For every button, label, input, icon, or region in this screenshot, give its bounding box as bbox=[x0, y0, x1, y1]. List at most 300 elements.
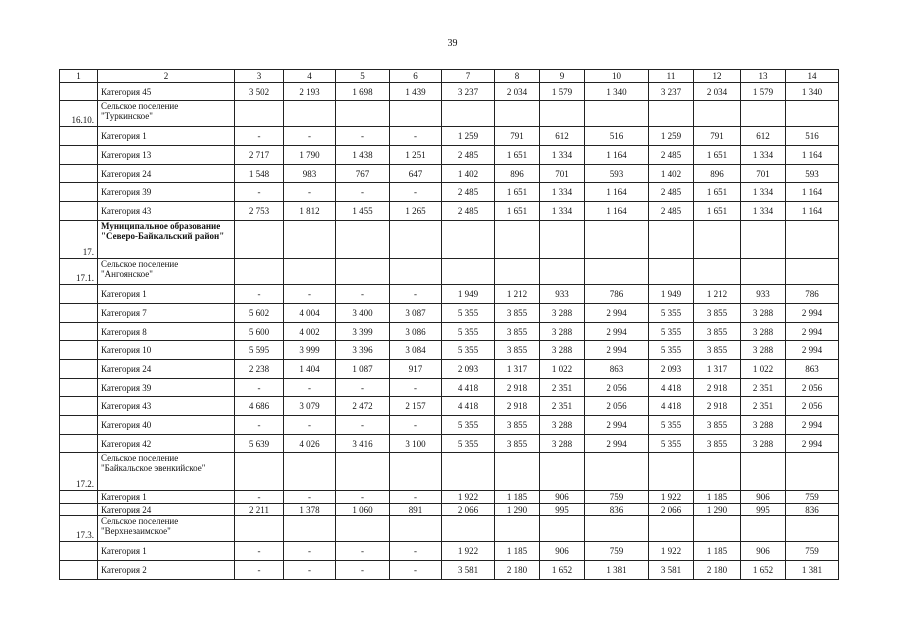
value-cell: 2 034 bbox=[694, 83, 741, 101]
value-cell: 1 651 bbox=[694, 202, 741, 221]
value-cell: 2 918 bbox=[694, 397, 741, 416]
page-number: 39 bbox=[447, 38, 458, 49]
value-cell: - bbox=[336, 183, 390, 202]
value-cell: 759 bbox=[585, 542, 649, 561]
row-index-cell bbox=[60, 304, 98, 323]
category-name-cell: Категория 1 bbox=[98, 542, 235, 561]
value-cell: 759 bbox=[786, 542, 839, 561]
value-cell: 2 994 bbox=[585, 416, 649, 435]
value-cell: 2 066 bbox=[649, 504, 694, 516]
value-cell: 1 022 bbox=[540, 360, 585, 379]
value-cell: 1 949 bbox=[649, 285, 694, 304]
value-cell: 3 855 bbox=[495, 435, 540, 453]
value-cell bbox=[540, 259, 585, 285]
header-cell: 12 bbox=[694, 70, 741, 83]
row-index-cell bbox=[60, 146, 98, 165]
value-cell: 2 918 bbox=[495, 397, 540, 416]
section-row bbox=[60, 101, 839, 127]
table-row bbox=[60, 202, 839, 221]
value-cell bbox=[495, 453, 540, 491]
value-cell: 1 381 bbox=[585, 561, 649, 580]
value-cell: 5 595 bbox=[235, 341, 284, 360]
value-cell: 2 180 bbox=[694, 561, 741, 580]
table-row bbox=[60, 504, 839, 516]
value-cell: 1 212 bbox=[495, 285, 540, 304]
value-cell: - bbox=[390, 561, 442, 580]
value-cell: 2 180 bbox=[495, 561, 540, 580]
header-cell: 14 bbox=[786, 70, 839, 83]
value-cell: 2 994 bbox=[585, 304, 649, 323]
value-cell: 2 056 bbox=[786, 397, 839, 416]
value-cell: 3 855 bbox=[694, 341, 741, 360]
value-cell: 896 bbox=[694, 165, 741, 183]
value-cell: 4 418 bbox=[649, 379, 694, 397]
value-cell bbox=[495, 259, 540, 285]
value-cell bbox=[235, 259, 284, 285]
value-cell: 5 639 bbox=[235, 435, 284, 453]
value-cell: 701 bbox=[540, 165, 585, 183]
value-cell: 3 288 bbox=[540, 304, 585, 323]
value-cell: 1 334 bbox=[540, 183, 585, 202]
category-name-cell: Категория 8 bbox=[98, 323, 235, 341]
value-cell: 612 bbox=[741, 127, 786, 146]
value-cell bbox=[235, 453, 284, 491]
value-cell: 3 502 bbox=[235, 83, 284, 101]
row-index-cell bbox=[60, 360, 98, 379]
value-cell: 3 288 bbox=[540, 341, 585, 360]
value-cell: 1 404 bbox=[284, 360, 336, 379]
category-name-cell: Категория 43 bbox=[98, 202, 235, 221]
value-cell: - bbox=[284, 542, 336, 561]
value-cell: 2 918 bbox=[694, 379, 741, 397]
value-cell: 896 bbox=[495, 165, 540, 183]
value-cell: 2 238 bbox=[235, 360, 284, 379]
value-cell bbox=[585, 221, 649, 259]
value-cell: 836 bbox=[585, 504, 649, 516]
table-row bbox=[60, 323, 839, 341]
value-cell: 3 288 bbox=[741, 304, 786, 323]
value-cell: 2 034 bbox=[495, 83, 540, 101]
value-cell: 2 193 bbox=[284, 83, 336, 101]
value-cell: - bbox=[284, 183, 336, 202]
value-cell: 1 251 bbox=[390, 146, 442, 165]
section-row bbox=[60, 453, 839, 491]
value-cell bbox=[336, 101, 390, 127]
value-cell bbox=[741, 516, 786, 542]
row-index-cell bbox=[60, 504, 98, 516]
value-cell: - bbox=[336, 285, 390, 304]
value-cell: - bbox=[390, 416, 442, 435]
row-index-cell: 17.2. bbox=[60, 453, 98, 491]
value-cell: - bbox=[284, 127, 336, 146]
value-cell: 2 485 bbox=[649, 202, 694, 221]
value-cell: 1 652 bbox=[741, 561, 786, 580]
table-row bbox=[60, 127, 839, 146]
value-cell: 1 185 bbox=[694, 542, 741, 561]
value-cell: 5 355 bbox=[442, 341, 495, 360]
row-index-cell bbox=[60, 285, 98, 304]
value-cell: 1 651 bbox=[495, 146, 540, 165]
value-cell: 906 bbox=[540, 491, 585, 504]
value-cell: 3 288 bbox=[741, 323, 786, 341]
row-index-cell bbox=[60, 435, 98, 453]
value-cell: 2 994 bbox=[786, 304, 839, 323]
value-cell bbox=[786, 453, 839, 491]
category-name-cell: Категория 39 bbox=[98, 379, 235, 397]
category-name-cell: Категория 39 bbox=[98, 183, 235, 202]
category-name-cell: Категория 40 bbox=[98, 416, 235, 435]
value-cell: 933 bbox=[741, 285, 786, 304]
value-cell: - bbox=[235, 542, 284, 561]
value-cell: 1 381 bbox=[786, 561, 839, 580]
value-cell: 1 164 bbox=[786, 202, 839, 221]
table-row bbox=[60, 165, 839, 183]
value-cell: 1 334 bbox=[540, 202, 585, 221]
value-cell bbox=[585, 516, 649, 542]
value-cell: 2 485 bbox=[442, 183, 495, 202]
value-cell: 836 bbox=[786, 504, 839, 516]
value-cell bbox=[585, 453, 649, 491]
value-cell: 3 087 bbox=[390, 304, 442, 323]
value-cell: 1 317 bbox=[694, 360, 741, 379]
table-row bbox=[60, 561, 839, 580]
value-cell: 4 686 bbox=[235, 397, 284, 416]
value-cell bbox=[694, 259, 741, 285]
value-cell: 2 753 bbox=[235, 202, 284, 221]
value-cell: 1 340 bbox=[585, 83, 649, 101]
table-row bbox=[60, 83, 839, 101]
value-cell bbox=[786, 516, 839, 542]
value-cell: 2 056 bbox=[585, 397, 649, 416]
table-row bbox=[60, 397, 839, 416]
value-cell: 2 056 bbox=[786, 379, 839, 397]
value-cell: 863 bbox=[585, 360, 649, 379]
value-cell bbox=[235, 221, 284, 259]
value-cell bbox=[390, 101, 442, 127]
header-cell: 11 bbox=[649, 70, 694, 83]
value-cell: - bbox=[390, 491, 442, 504]
value-cell: 2 485 bbox=[649, 183, 694, 202]
value-cell: 891 bbox=[390, 504, 442, 516]
row-index-cell bbox=[60, 341, 98, 360]
value-cell bbox=[495, 101, 540, 127]
row-index-cell: 17. bbox=[60, 221, 98, 259]
value-cell: 3 288 bbox=[741, 435, 786, 453]
table-row bbox=[60, 304, 839, 323]
value-cell: - bbox=[235, 561, 284, 580]
value-cell: 2 485 bbox=[442, 202, 495, 221]
value-cell: 1 022 bbox=[741, 360, 786, 379]
value-cell bbox=[235, 101, 284, 127]
value-cell: 1 378 bbox=[284, 504, 336, 516]
value-cell: - bbox=[336, 127, 390, 146]
value-cell: 1 402 bbox=[649, 165, 694, 183]
value-cell: 4 418 bbox=[649, 397, 694, 416]
value-cell bbox=[442, 221, 495, 259]
value-cell: 1 438 bbox=[336, 146, 390, 165]
value-cell: 1 949 bbox=[442, 285, 495, 304]
value-cell bbox=[585, 101, 649, 127]
value-cell: 2 472 bbox=[336, 397, 390, 416]
value-cell bbox=[649, 221, 694, 259]
value-cell: 701 bbox=[741, 165, 786, 183]
value-cell: 2 066 bbox=[442, 504, 495, 516]
value-cell: - bbox=[390, 379, 442, 397]
value-cell: 791 bbox=[694, 127, 741, 146]
category-name-cell: Категория 10 bbox=[98, 341, 235, 360]
value-cell: - bbox=[336, 379, 390, 397]
value-cell: 2 093 bbox=[442, 360, 495, 379]
value-cell: 1 334 bbox=[741, 146, 786, 165]
row-index-cell bbox=[60, 165, 98, 183]
value-cell: 593 bbox=[585, 165, 649, 183]
value-cell: 2 994 bbox=[585, 341, 649, 360]
value-cell: - bbox=[235, 127, 284, 146]
value-cell: 2 093 bbox=[649, 360, 694, 379]
value-cell: 791 bbox=[495, 127, 540, 146]
value-cell: 1 651 bbox=[694, 183, 741, 202]
row-index-cell bbox=[60, 127, 98, 146]
value-cell bbox=[786, 221, 839, 259]
value-cell: - bbox=[284, 285, 336, 304]
value-cell: 759 bbox=[786, 491, 839, 504]
section-name-cell: Сельское поселение "Байкальское эвенкийское" bbox=[98, 453, 235, 491]
value-cell bbox=[649, 259, 694, 285]
value-cell: 786 bbox=[585, 285, 649, 304]
value-cell bbox=[442, 259, 495, 285]
row-index-cell bbox=[60, 491, 98, 504]
value-cell: 3 288 bbox=[540, 416, 585, 435]
value-cell: 1 651 bbox=[694, 146, 741, 165]
value-cell bbox=[336, 453, 390, 491]
value-cell: 2 918 bbox=[495, 379, 540, 397]
header-cell: 8 bbox=[495, 70, 540, 83]
value-cell bbox=[336, 259, 390, 285]
value-cell: - bbox=[284, 416, 336, 435]
value-cell: 1 455 bbox=[336, 202, 390, 221]
value-cell: 995 bbox=[741, 504, 786, 516]
value-cell: 2 485 bbox=[649, 146, 694, 165]
value-cell bbox=[540, 453, 585, 491]
value-cell bbox=[694, 221, 741, 259]
value-cell bbox=[390, 453, 442, 491]
category-name-cell: Категория 24 bbox=[98, 360, 235, 379]
value-cell bbox=[442, 453, 495, 491]
tariff-table bbox=[59, 69, 839, 580]
value-cell: 1 259 bbox=[442, 127, 495, 146]
value-cell: 1 579 bbox=[741, 83, 786, 101]
value-cell: 2 351 bbox=[540, 379, 585, 397]
row-index-cell bbox=[60, 183, 98, 202]
value-cell: 3 581 bbox=[649, 561, 694, 580]
value-cell: 906 bbox=[741, 491, 786, 504]
row-index-cell: 16.10. bbox=[60, 101, 98, 127]
value-cell: 647 bbox=[390, 165, 442, 183]
row-index-cell: 17.3. bbox=[60, 516, 98, 542]
value-cell bbox=[336, 221, 390, 259]
row-index-cell bbox=[60, 561, 98, 580]
value-cell bbox=[390, 221, 442, 259]
category-name-cell: Категория 1 bbox=[98, 127, 235, 146]
value-cell: 3 086 bbox=[390, 323, 442, 341]
value-cell: - bbox=[336, 416, 390, 435]
value-cell: 906 bbox=[741, 542, 786, 561]
value-cell: 2 994 bbox=[786, 416, 839, 435]
value-cell: 1 548 bbox=[235, 165, 284, 183]
section-name-cell: Сельское поселение "Туркинское" bbox=[98, 101, 235, 127]
value-cell: 2 351 bbox=[540, 397, 585, 416]
value-cell: 3 079 bbox=[284, 397, 336, 416]
value-cell: 5 355 bbox=[649, 341, 694, 360]
value-cell: 1 290 bbox=[495, 504, 540, 516]
value-cell bbox=[336, 516, 390, 542]
value-cell: 1 087 bbox=[336, 360, 390, 379]
value-cell bbox=[540, 221, 585, 259]
value-cell: 2 994 bbox=[585, 435, 649, 453]
value-cell: 786 bbox=[786, 285, 839, 304]
value-cell: 1 812 bbox=[284, 202, 336, 221]
value-cell bbox=[741, 259, 786, 285]
value-cell bbox=[284, 221, 336, 259]
table-row bbox=[60, 285, 839, 304]
category-name-cell: Категория 7 bbox=[98, 304, 235, 323]
value-cell: 1 060 bbox=[336, 504, 390, 516]
value-cell: - bbox=[284, 561, 336, 580]
value-cell: 5 355 bbox=[649, 323, 694, 341]
value-cell: 1 259 bbox=[649, 127, 694, 146]
value-cell: - bbox=[235, 183, 284, 202]
header-cell: 1 bbox=[60, 70, 98, 83]
value-cell: 1 265 bbox=[390, 202, 442, 221]
value-cell: 1 164 bbox=[585, 202, 649, 221]
value-cell: - bbox=[235, 379, 284, 397]
value-cell: 4 002 bbox=[284, 323, 336, 341]
value-cell bbox=[741, 101, 786, 127]
header-cell: 4 bbox=[284, 70, 336, 83]
category-name-cell: Категория 24 bbox=[98, 504, 235, 516]
row-index-cell bbox=[60, 416, 98, 435]
header-cell: 7 bbox=[442, 70, 495, 83]
value-cell: 5 600 bbox=[235, 323, 284, 341]
value-cell bbox=[741, 453, 786, 491]
value-cell: 3 288 bbox=[741, 416, 786, 435]
value-cell: - bbox=[390, 127, 442, 146]
value-cell: 995 bbox=[540, 504, 585, 516]
row-index-cell: 17.1. bbox=[60, 259, 98, 285]
value-cell: 906 bbox=[540, 542, 585, 561]
value-cell: 5 355 bbox=[649, 435, 694, 453]
value-cell bbox=[442, 516, 495, 542]
header-cell: 9 bbox=[540, 70, 585, 83]
value-cell: 1 340 bbox=[786, 83, 839, 101]
value-cell: 983 bbox=[284, 165, 336, 183]
value-cell: - bbox=[390, 183, 442, 202]
value-cell bbox=[284, 259, 336, 285]
value-cell bbox=[284, 101, 336, 127]
table-row bbox=[60, 341, 839, 360]
value-cell: - bbox=[235, 285, 284, 304]
value-cell: 1 164 bbox=[585, 146, 649, 165]
table-row bbox=[60, 379, 839, 397]
row-index-cell bbox=[60, 379, 98, 397]
value-cell: - bbox=[235, 491, 284, 504]
value-cell: - bbox=[390, 285, 442, 304]
value-cell: - bbox=[336, 542, 390, 561]
value-cell: 3 288 bbox=[540, 323, 585, 341]
value-cell: - bbox=[390, 542, 442, 561]
value-cell: 4 418 bbox=[442, 397, 495, 416]
value-cell: 933 bbox=[540, 285, 585, 304]
table-body bbox=[60, 70, 839, 580]
value-cell: - bbox=[235, 416, 284, 435]
value-cell: 1 185 bbox=[495, 542, 540, 561]
table-row bbox=[60, 146, 839, 165]
value-cell: 3 237 bbox=[442, 83, 495, 101]
value-cell: 1 790 bbox=[284, 146, 336, 165]
header-cell: 2 bbox=[98, 70, 235, 83]
value-cell bbox=[390, 259, 442, 285]
value-cell: 2 211 bbox=[235, 504, 284, 516]
value-cell: 2 994 bbox=[786, 435, 839, 453]
value-cell: 2 994 bbox=[786, 341, 839, 360]
value-cell: 2 351 bbox=[741, 379, 786, 397]
category-name-cell: Категория 2 bbox=[98, 561, 235, 580]
value-cell: 3 855 bbox=[495, 323, 540, 341]
value-cell: 3 400 bbox=[336, 304, 390, 323]
value-cell: 863 bbox=[786, 360, 839, 379]
value-cell: 767 bbox=[336, 165, 390, 183]
category-name-cell: Категория 1 bbox=[98, 285, 235, 304]
header-cell: 13 bbox=[741, 70, 786, 83]
value-cell: 5 355 bbox=[442, 304, 495, 323]
value-cell: 1 651 bbox=[495, 183, 540, 202]
category-name-cell: Категория 24 bbox=[98, 165, 235, 183]
category-name-cell: Категория 43 bbox=[98, 397, 235, 416]
row-index-cell bbox=[60, 323, 98, 341]
value-cell bbox=[786, 259, 839, 285]
value-cell: - bbox=[336, 491, 390, 504]
value-cell: 2 157 bbox=[390, 397, 442, 416]
value-cell: - bbox=[336, 561, 390, 580]
header-cell: 3 bbox=[235, 70, 284, 83]
table-row bbox=[60, 416, 839, 435]
table-header-row bbox=[60, 70, 839, 83]
value-cell: 4 004 bbox=[284, 304, 336, 323]
value-cell: 1 290 bbox=[694, 504, 741, 516]
value-cell: 1 317 bbox=[495, 360, 540, 379]
value-cell bbox=[235, 516, 284, 542]
value-cell: 1 652 bbox=[540, 561, 585, 580]
value-cell: 1 185 bbox=[694, 491, 741, 504]
value-cell: 4 418 bbox=[442, 379, 495, 397]
row-index-cell bbox=[60, 83, 98, 101]
table-row bbox=[60, 435, 839, 453]
value-cell bbox=[284, 453, 336, 491]
value-cell: 3 855 bbox=[694, 435, 741, 453]
value-cell bbox=[442, 101, 495, 127]
value-cell: 1 334 bbox=[540, 146, 585, 165]
value-cell: 3 396 bbox=[336, 341, 390, 360]
value-cell: 2 994 bbox=[786, 323, 839, 341]
value-cell: 1 651 bbox=[495, 202, 540, 221]
header-cell: 6 bbox=[390, 70, 442, 83]
section-name-cell: Муниципальное образование "Северо-Байкальский район" bbox=[98, 221, 235, 259]
value-cell bbox=[495, 516, 540, 542]
value-cell: 1 334 bbox=[741, 183, 786, 202]
value-cell: 1 922 bbox=[649, 491, 694, 504]
value-cell bbox=[390, 516, 442, 542]
value-cell: 3 237 bbox=[649, 83, 694, 101]
